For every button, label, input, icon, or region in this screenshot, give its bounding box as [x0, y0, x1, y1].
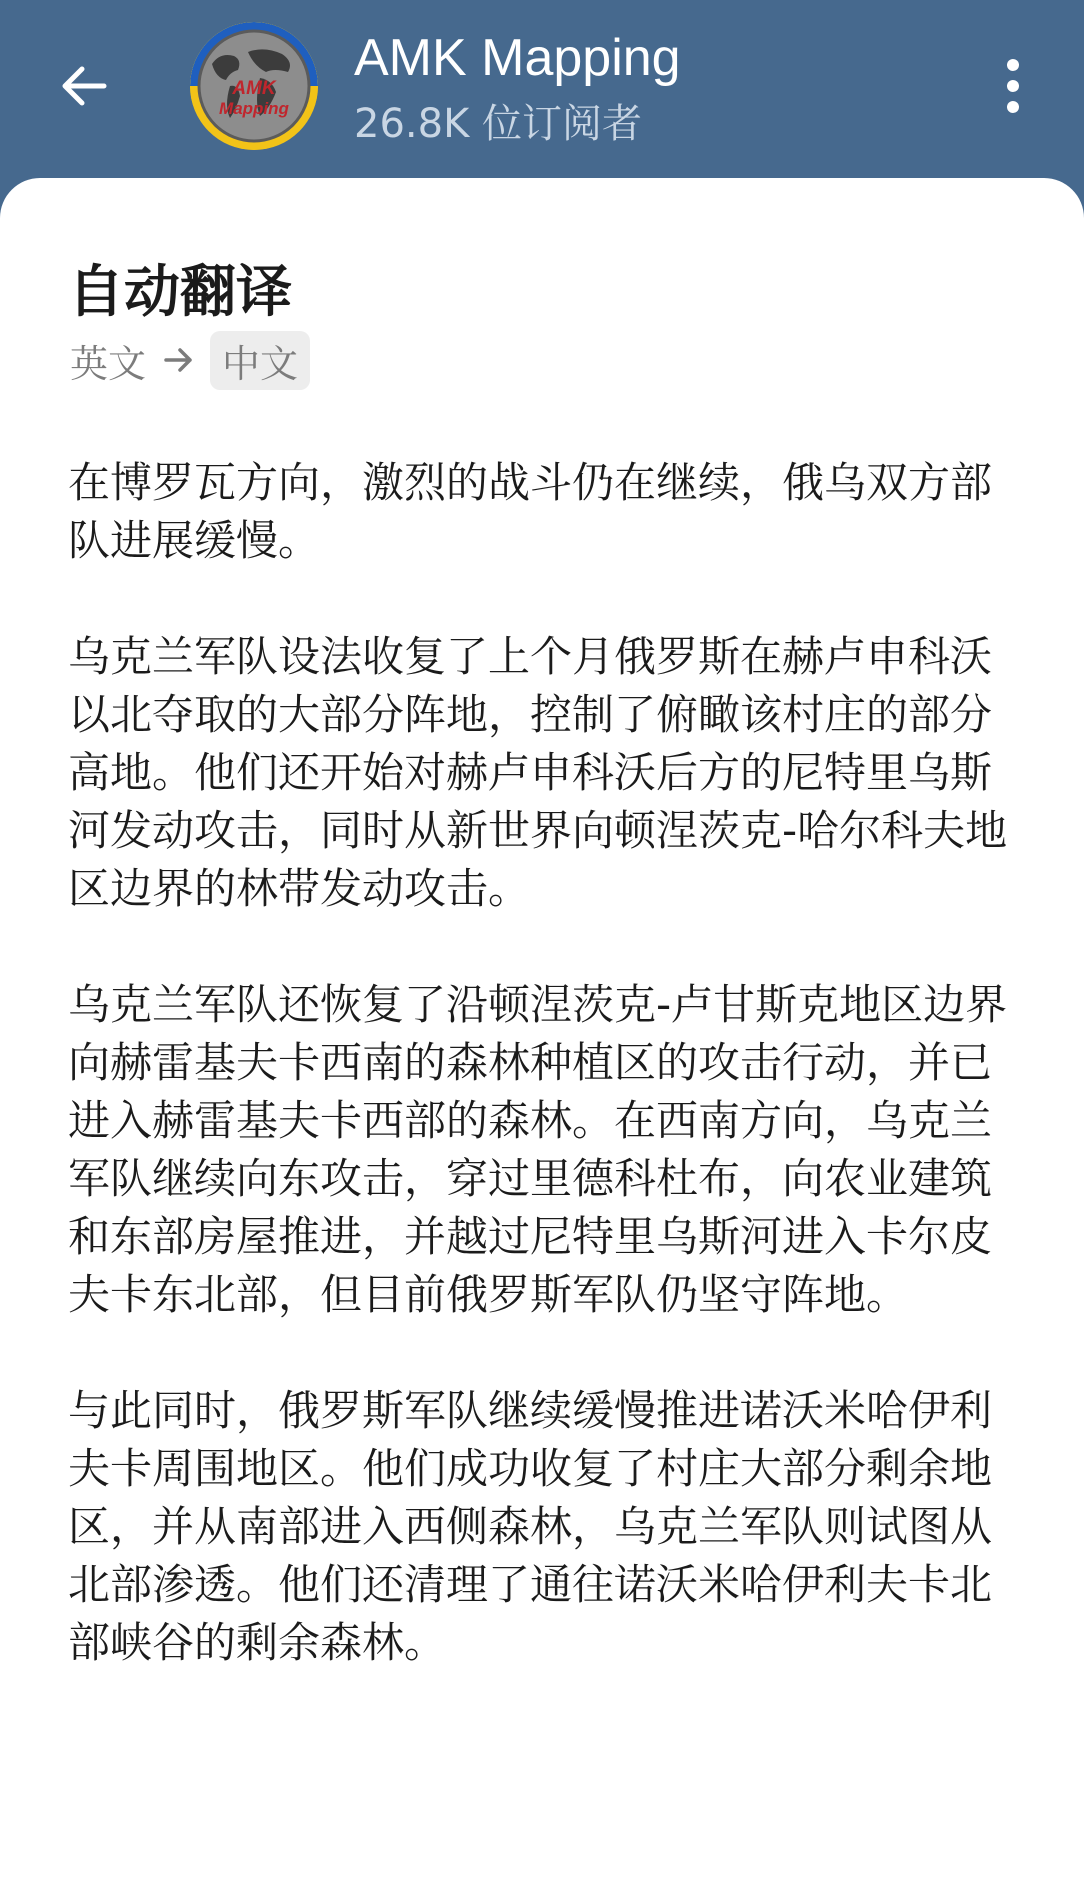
channel-title[interactable]: AMK Mapping	[354, 29, 681, 87]
subscriber-count: 26.8K 位订阅者	[354, 101, 643, 147]
translation-sheet	[0, 178, 1084, 1898]
more-vertical-icon-dot	[1007, 101, 1019, 113]
target-language[interactable]: 中文	[210, 331, 310, 390]
more-vertical-icon-dot	[1007, 80, 1019, 92]
back-button[interactable]	[44, 46, 124, 126]
svg-text:AMK: AMK	[232, 78, 276, 99]
paragraph: 乌克兰军队设法收复了上个月俄罗斯在赫卢申科沃以北夺取的大部分阵地，控制了俯瞰该村庄的部分高地。他们还开始对赫卢申科沃后方的尼特里乌斯河发动攻击，同时从新世界向顿涅茨克-哈尔科夫地区边界的林带发动攻击。	[68, 632, 1008, 913]
arrow-right-icon	[162, 343, 196, 377]
svg-text:Mapping: Mapping	[219, 99, 289, 118]
source-language[interactable]: 英文	[70, 341, 147, 386]
paragraph: 在博罗瓦方向，激烈的战斗仍在继续，俄乌双方部队进展缓慢。	[68, 458, 993, 565]
more-menu-button[interactable]	[988, 46, 1038, 126]
translated-text	[68, 454, 1018, 1730]
paragraph: 与此同时，俄罗斯军队继续缓慢推进诺沃米哈伊利夫卡周围地区。他们成功收复了村庄大部分剩余地区，并从南部进入西侧森林，乌克兰军队则试图从北部渗透。他们还清理了通往诺沃米哈伊利夫卡北部峡谷的剩余森林。	[68, 1386, 993, 1667]
language-selector	[68, 332, 310, 388]
channel-header	[0, 0, 1084, 172]
arrow-left-icon	[58, 60, 110, 112]
channel-avatar[interactable]	[190, 22, 318, 150]
paragraph: 乌克兰军队还恢复了沿顿涅茨克-卢甘斯克地区边界向赫雷基夫卡西南的森林种植区的攻击行动，并已进入赫雷基夫卡西部的森林。在西南方向，乌克兰军队继续向东攻击，穿过里德科杜布，向农业建筑和东部房屋推进，并越过尼特里乌斯河进入卡尔皮夫卡东北部，但目前俄罗斯军队仍坚守阵地。	[68, 980, 1008, 1319]
channel-logo	[190, 22, 318, 150]
translation-heading: 自动翻译	[68, 260, 292, 325]
more-vertical-icon	[1007, 59, 1019, 71]
